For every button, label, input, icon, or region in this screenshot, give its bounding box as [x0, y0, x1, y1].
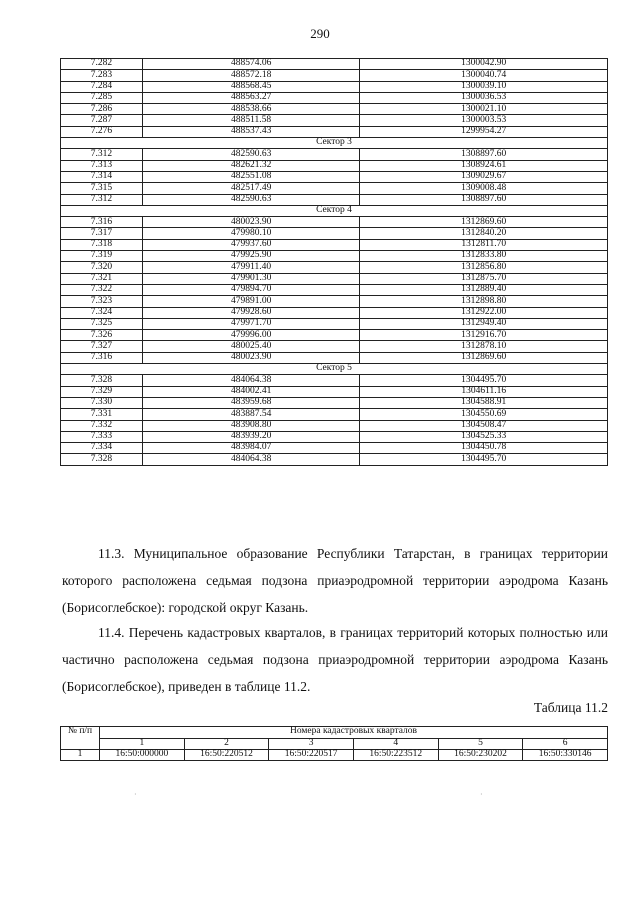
sector-label: Сектор 3	[61, 138, 608, 149]
column-number: 5	[438, 738, 523, 749]
column-number-row	[61, 738, 608, 749]
y-coordinate-cell: 1312949.40	[360, 318, 608, 329]
x-coordinate-cell: 482621.32	[142, 160, 360, 171]
sector-label: Сектор 5	[61, 364, 608, 375]
y-coordinate-cell: 1304495.70	[360, 454, 608, 465]
x-coordinate-cell: 483959.68	[142, 397, 360, 408]
table-row	[61, 352, 608, 363]
cadastral-table	[60, 726, 608, 761]
table-row	[61, 239, 608, 250]
point-number-cell: 7.324	[61, 307, 143, 318]
table-row	[61, 443, 608, 454]
y-coordinate-cell: 1304450.78	[360, 443, 608, 454]
table-row	[61, 330, 608, 341]
y-coordinate-cell: 1304508.47	[360, 420, 608, 431]
x-coordinate-cell: 484064.38	[142, 375, 360, 386]
y-coordinate-cell: 1312840.20	[360, 228, 608, 239]
x-coordinate-cell: 479894.70	[142, 284, 360, 295]
table-row	[61, 749, 608, 760]
point-number-cell: 7.329	[61, 386, 143, 397]
x-coordinate-cell: 482517.49	[142, 183, 360, 194]
x-coordinate-cell: 483887.54	[142, 409, 360, 420]
y-coordinate-cell: 1312875.70	[360, 273, 608, 284]
point-number-cell: 7.320	[61, 262, 143, 273]
table-row	[61, 284, 608, 295]
table-row	[61, 318, 608, 329]
point-number-cell: 7.332	[61, 420, 143, 431]
point-number-cell: 7.283	[61, 70, 143, 81]
x-coordinate-cell: 484002.41	[142, 386, 360, 397]
table-row	[61, 307, 608, 318]
x-coordinate-cell: 483984.07	[142, 443, 360, 454]
table-row	[61, 81, 608, 92]
y-coordinate-cell: 1312922.00	[360, 307, 608, 318]
column-number: 2	[184, 738, 269, 749]
table-row	[61, 296, 608, 307]
y-coordinate-cell: 1304611.16	[360, 386, 608, 397]
cadastral-number-cell: 16:50:330146	[523, 749, 608, 760]
table-row	[61, 92, 608, 103]
table-row	[61, 375, 608, 386]
point-number-cell: 7.326	[61, 330, 143, 341]
y-coordinate-cell: 1304495.70	[360, 375, 608, 386]
table-row	[61, 262, 608, 273]
sector-row	[61, 364, 608, 375]
point-number-cell: 7.319	[61, 251, 143, 262]
column-number: 3	[269, 738, 354, 749]
page-number: 290	[310, 26, 330, 41]
group-header: Номера кадастровых кварталов	[100, 727, 608, 739]
table-row	[61, 70, 608, 81]
point-number-cell: 7.321	[61, 273, 143, 284]
table-caption: Таблица 11.2	[533, 700, 608, 715]
coordinates-table	[60, 58, 608, 466]
row-index: 1	[61, 749, 100, 760]
point-number-cell: 7.330	[61, 397, 143, 408]
y-coordinate-cell: 1304550.69	[360, 409, 608, 420]
cadastral-header-row	[61, 727, 608, 739]
table-row	[61, 194, 608, 205]
y-coordinate-cell: 1312811.70	[360, 239, 608, 250]
y-coordinate-cell: 1312878.10	[360, 341, 608, 352]
x-coordinate-cell: 479980.10	[142, 228, 360, 239]
point-number-cell: 7.276	[61, 126, 143, 137]
x-coordinate-cell: 488574.06	[142, 59, 360, 70]
coordinates-table-body	[61, 59, 608, 466]
sector-label: Сектор 4	[61, 205, 608, 216]
x-coordinate-cell: 479891.00	[142, 296, 360, 307]
y-coordinate-cell: 1309029.67	[360, 171, 608, 182]
table-row	[61, 228, 608, 239]
scan-artifact: ·	[480, 790, 483, 799]
x-coordinate-cell: 482551.08	[142, 171, 360, 182]
point-number-cell: 7.287	[61, 115, 143, 126]
point-number-cell: 7.328	[61, 454, 143, 465]
y-coordinate-cell: 1300036.53	[360, 92, 608, 103]
point-number-cell: 7.317	[61, 228, 143, 239]
table-row	[61, 183, 608, 194]
point-number-cell: 7.334	[61, 443, 143, 454]
table-row	[61, 409, 608, 420]
table-row	[61, 59, 608, 70]
x-coordinate-cell: 482590.63	[142, 194, 360, 205]
point-number-cell: 7.312	[61, 194, 143, 205]
point-number-cell: 7.316	[61, 352, 143, 363]
point-number-cell: 7.286	[61, 104, 143, 115]
y-coordinate-cell: 1300042.90	[360, 59, 608, 70]
y-coordinate-cell: 1308924.61	[360, 160, 608, 171]
point-number-cell: 7.284	[61, 81, 143, 92]
y-coordinate-cell: 1312856.80	[360, 262, 608, 273]
x-coordinate-cell: 483939.20	[142, 431, 360, 442]
column-number: 1	[100, 738, 185, 749]
table-row	[61, 420, 608, 431]
paragraph-11-4: 11.4. Перечень кадастровых кварталов, в границах территорий которых полностью или частично расположена седьмая подзона приаэродромной территории аэродрома Казань (Борисоглебское), приведен в таблице 11.2.	[62, 625, 608, 694]
scan-artifact: ·	[134, 790, 137, 799]
table-row	[61, 251, 608, 262]
paragraph-11-3: 11.3. Муниципальное образование Республики Татарстан, в границах территории которого расположена седьмая подзона приаэродромной территории аэродрома Казань (Борисоглебское): городской округ Казань.	[62, 546, 608, 615]
column-number: 4	[353, 738, 438, 749]
x-coordinate-cell: 479901.30	[142, 273, 360, 284]
y-coordinate-cell: 1308897.60	[360, 149, 608, 160]
table-row	[61, 273, 608, 284]
num-header: № п/п	[61, 727, 100, 750]
x-coordinate-cell: 479925.90	[142, 251, 360, 262]
x-coordinate-cell: 483908.80	[142, 420, 360, 431]
y-coordinate-cell: 1304525.33	[360, 431, 608, 442]
x-coordinate-cell: 480023.90	[142, 352, 360, 363]
y-coordinate-cell: 1312869.60	[360, 217, 608, 228]
x-coordinate-cell: 488568.45	[142, 81, 360, 92]
y-coordinate-cell: 1300039.10	[360, 81, 608, 92]
table-row	[61, 160, 608, 171]
table-row	[61, 431, 608, 442]
x-coordinate-cell: 479928.60	[142, 307, 360, 318]
point-number-cell: 7.328	[61, 375, 143, 386]
y-coordinate-cell: 1312833.80	[360, 251, 608, 262]
point-number-cell: 7.315	[61, 183, 143, 194]
x-coordinate-cell: 488511.58	[142, 115, 360, 126]
x-coordinate-cell: 479996.00	[142, 330, 360, 341]
sector-row	[61, 205, 608, 216]
point-number-cell: 7.331	[61, 409, 143, 420]
x-coordinate-cell: 480025.40	[142, 341, 360, 352]
table-row	[61, 171, 608, 182]
point-number-cell: 7.312	[61, 149, 143, 160]
cadastral-number-cell: 16:50:000000	[100, 749, 185, 760]
column-number: 6	[523, 738, 608, 749]
point-number-cell: 7.285	[61, 92, 143, 103]
x-coordinate-cell: 488537.43	[142, 126, 360, 137]
x-coordinate-cell: 479971.70	[142, 318, 360, 329]
y-coordinate-cell: 1312889.40	[360, 284, 608, 295]
y-coordinate-cell: 1308897.60	[360, 194, 608, 205]
point-number-cell: 7.313	[61, 160, 143, 171]
y-coordinate-cell: 1312916.70	[360, 330, 608, 341]
x-coordinate-cell: 479911.40	[142, 262, 360, 273]
point-number-cell: 7.282	[61, 59, 143, 70]
table-row	[61, 454, 608, 465]
table-row	[61, 217, 608, 228]
cadastral-number-cell: 16:50:220517	[269, 749, 354, 760]
x-coordinate-cell: 488538.66	[142, 104, 360, 115]
cadastral-number-cell: 16:50:223512	[353, 749, 438, 760]
point-number-cell: 7.323	[61, 296, 143, 307]
sector-row	[61, 138, 608, 149]
table-row	[61, 397, 608, 408]
y-coordinate-cell: 1300021.10	[360, 104, 608, 115]
y-coordinate-cell: 1309008.48	[360, 183, 608, 194]
table-row	[61, 104, 608, 115]
point-number-cell: 7.314	[61, 171, 143, 182]
y-coordinate-cell: 1304588.91	[360, 397, 608, 408]
table-row	[61, 115, 608, 126]
cadastral-number-cell: 16:50:220512	[184, 749, 269, 760]
x-coordinate-cell: 482590.63	[142, 149, 360, 160]
table-row	[61, 126, 608, 137]
point-number-cell: 7.327	[61, 341, 143, 352]
table-row	[61, 149, 608, 160]
x-coordinate-cell: 488563.27	[142, 92, 360, 103]
x-coordinate-cell: 479937.60	[142, 239, 360, 250]
y-coordinate-cell: 1312898.80	[360, 296, 608, 307]
table-row	[61, 386, 608, 397]
table-row	[61, 341, 608, 352]
point-number-cell: 7.318	[61, 239, 143, 250]
x-coordinate-cell: 480023.90	[142, 217, 360, 228]
y-coordinate-cell: 1312869.60	[360, 352, 608, 363]
point-number-cell: 7.325	[61, 318, 143, 329]
cadastral-number-cell: 16:50:230202	[438, 749, 523, 760]
point-number-cell: 7.333	[61, 431, 143, 442]
point-number-cell: 7.316	[61, 217, 143, 228]
x-coordinate-cell: 484064.38	[142, 454, 360, 465]
y-coordinate-cell: 1299954.27	[360, 126, 608, 137]
y-coordinate-cell: 1300003.53	[360, 115, 608, 126]
y-coordinate-cell: 1300040.74	[360, 70, 608, 81]
x-coordinate-cell: 488572.18	[142, 70, 360, 81]
point-number-cell: 7.322	[61, 284, 143, 295]
